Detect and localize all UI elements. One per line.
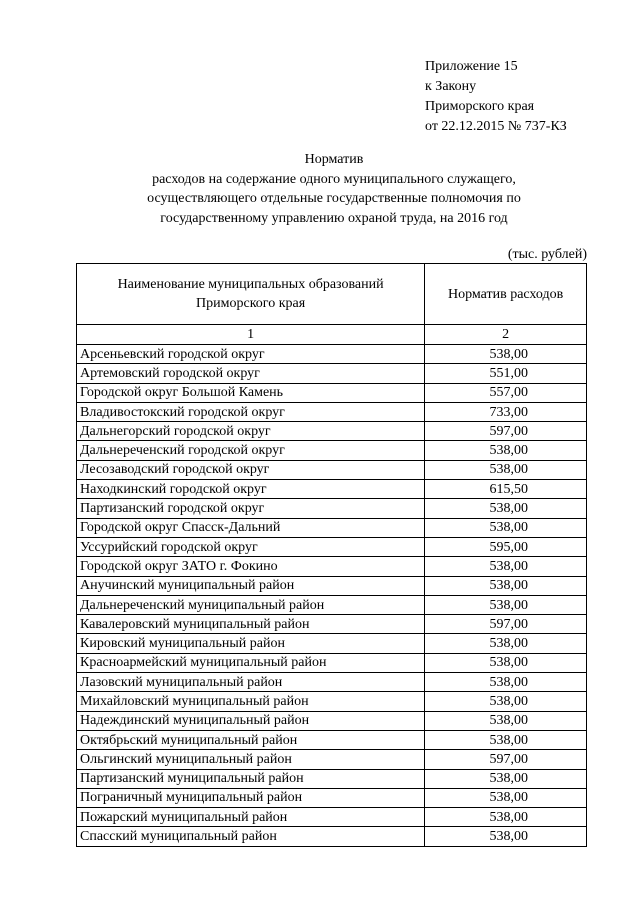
table-row: [77, 576, 587, 595]
municipality-name: Лесозаводский городской округ: [77, 460, 425, 479]
title-heading: Норматив: [304, 152, 364, 167]
table-header-row: [77, 264, 587, 325]
norm-value: 557,00: [425, 383, 587, 402]
norm-value: 538,00: [425, 769, 587, 788]
table-row: [77, 711, 587, 730]
document-title: [78, 150, 590, 228]
table-row: [77, 653, 587, 672]
municipality-name: Октябрьский муниципальный район: [77, 730, 425, 749]
norms-table: [76, 263, 587, 847]
municipality-name: Городской округ Спасск-Дальний: [77, 518, 425, 537]
table-row: [77, 364, 587, 383]
column-number-row: [77, 325, 587, 345]
municipality-name: Надеждинский муниципальный район: [77, 711, 425, 730]
norm-value: 538,00: [425, 557, 587, 576]
table-row: [77, 402, 587, 421]
norm-value: 538,00: [425, 345, 587, 364]
norm-value: 538,00: [425, 595, 587, 614]
norm-value: 597,00: [425, 422, 587, 441]
municipality-name: Лазовский муниципальный район: [77, 673, 425, 692]
table-row: [77, 730, 587, 749]
table-row: [77, 788, 587, 807]
table-row: [77, 750, 587, 769]
municipality-name: Партизанский городской округ: [77, 499, 425, 518]
appendix-law-date: от 22.12.2015 № 737-КЗ: [425, 119, 567, 134]
norm-value: 538,00: [425, 673, 587, 692]
municipality-name: Артемовский городской округ: [77, 364, 425, 383]
municipality-name: Кавалеровский муниципальный район: [77, 615, 425, 634]
norm-value: 538,00: [425, 788, 587, 807]
municipality-name: Дальнереченский городской округ: [77, 441, 425, 460]
norm-value: 538,00: [425, 441, 587, 460]
table-row: [77, 692, 587, 711]
table-row: [77, 480, 587, 499]
municipality-name: Красноармейский муниципальный район: [77, 653, 425, 672]
municipality-name: Михайловский муниципальный район: [77, 692, 425, 711]
municipality-name: Дальнегорский городской округ: [77, 422, 425, 441]
municipality-name: Кировский муниципальный район: [77, 634, 425, 653]
norm-value: 538,00: [425, 634, 587, 653]
table-row: [77, 537, 587, 556]
table-row: [77, 673, 587, 692]
column-number-2: 2: [425, 325, 587, 345]
municipality-name: Арсеньевский городской округ: [77, 345, 425, 364]
table-row: [77, 518, 587, 537]
table-row: [77, 808, 587, 827]
norm-value: 733,00: [425, 402, 587, 421]
table-row: [77, 441, 587, 460]
municipality-name: Пожарский муниципальный район: [77, 808, 425, 827]
municipality-name: Ольгинский муниципальный район: [77, 750, 425, 769]
appendix-region: Приморского края: [425, 99, 535, 114]
municipality-name: Спасский муниципальный район: [77, 827, 425, 846]
units-label: (тыс. рублей): [507, 247, 587, 262]
table-row: [77, 383, 587, 402]
norm-value: 551,00: [425, 364, 587, 383]
municipality-name: Городской округ ЗАТО г. Фокино: [77, 557, 425, 576]
table-row: [77, 827, 587, 846]
table-row: [77, 345, 587, 364]
column-number-1: 1: [77, 325, 425, 345]
norm-value: 538,00: [425, 653, 587, 672]
norm-value: 595,00: [425, 537, 587, 556]
appendix-block: [425, 57, 567, 137]
column-header-municipality: Наименование муниципальных образований Приморского края: [77, 264, 425, 325]
column-header-norm: Норматив расходов: [425, 264, 587, 325]
norm-value: 538,00: [425, 576, 587, 595]
title-line-1: расходов на содержание одного муниципального служащего,: [152, 171, 516, 187]
norm-value: 597,00: [425, 750, 587, 769]
table-row: [77, 499, 587, 518]
norm-value: 597,00: [425, 615, 587, 634]
municipality-name: Пограничный муниципальный район: [77, 788, 425, 807]
norm-value: 615,50: [425, 480, 587, 499]
table-row: [77, 769, 587, 788]
table-row: [77, 634, 587, 653]
municipality-name: Партизанский муниципальный район: [77, 769, 425, 788]
norm-value: 538,00: [425, 808, 587, 827]
appendix-law-label: к Закону: [425, 79, 477, 94]
municipality-name: Дальнереченский муниципальный район: [77, 595, 425, 614]
table-row: [77, 557, 587, 576]
title-line-2: осуществляющего отдельные государственные полномочия по: [147, 191, 521, 206]
norm-value: 538,00: [425, 692, 587, 711]
norm-value: 538,00: [425, 460, 587, 479]
municipality-name: Уссурийский городской округ: [77, 537, 425, 556]
municipality-name: Владивостокский городской округ: [77, 402, 425, 421]
municipality-name: Городской округ Большой Камень: [77, 383, 425, 402]
appendix-number: Приложение 15: [425, 59, 518, 74]
table-row: [77, 460, 587, 479]
norm-value: 538,00: [425, 827, 587, 846]
norm-value: 538,00: [425, 711, 587, 730]
norm-value: 538,00: [425, 499, 587, 518]
norm-value: 538,00: [425, 730, 587, 749]
table-row: [77, 615, 587, 634]
title-line-3: государственному управлению охраной труда, на 2016 год: [160, 210, 508, 226]
municipality-name: Находкинский городской округ: [77, 480, 425, 499]
norm-value: 538,00: [425, 518, 587, 537]
table-row: [77, 422, 587, 441]
table-row: [77, 595, 587, 614]
municipality-name: Анучинский муниципальный район: [77, 576, 425, 595]
